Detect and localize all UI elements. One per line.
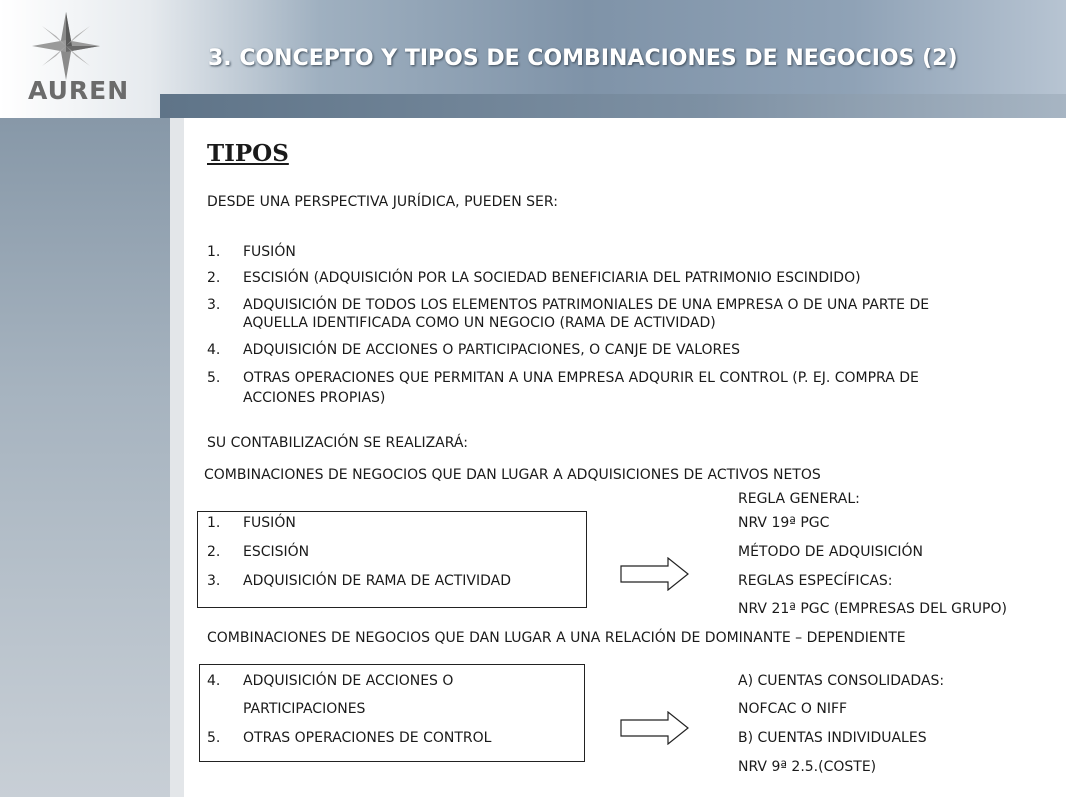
- box-number: 3.: [207, 573, 221, 589]
- rule-text: NRV 21ª PGC (EMPRESAS DEL GRUPO): [738, 601, 1007, 617]
- rule-text: NRV 19ª PGC: [738, 515, 830, 531]
- rule-text: REGLAS ESPECÍFICAS:: [738, 573, 893, 589]
- intro-text: DESDE UNA PERSPECTIVA JURÍDICA, PUEDEN SER:: [207, 194, 558, 210]
- section2-title: COMBINACIONES DE NEGOCIOS QUE DAN LUGAR A UNA RELACIÓN DE DOMINANTE – DEPENDIENTE: [207, 630, 906, 646]
- right-arrow-icon: [620, 557, 690, 591]
- box-number: 1.: [207, 515, 221, 531]
- box-item: PARTICIPACIONES: [243, 701, 366, 717]
- rule-text: NRV 9ª 2.5.(COSTE): [738, 759, 877, 775]
- list-number: 4.: [207, 342, 221, 358]
- list-item: OTRAS OPERACIONES QUE PERMITAN A UNA EMPRESA ADQURIR EL CONTROL (P. EJ. COMPRA DE: [243, 370, 919, 386]
- left-sidebar-decoration: [0, 118, 170, 797]
- list-number: 5.: [207, 370, 221, 386]
- section1-title: COMBINACIONES DE NEGOCIOS QUE DAN LUGAR A ADQUISICIONES DE ACTIVOS NETOS: [204, 467, 821, 483]
- rule-text: REGLA GENERAL:: [738, 491, 860, 507]
- section-heading: TIPOS: [207, 140, 289, 167]
- logo-text: AUREN: [28, 76, 130, 105]
- list-item: ESCISIÓN (ADQUISICIÓN POR LA SOCIEDAD BENEFICIARIA DEL PATRIMONIO ESCINDIDO): [243, 270, 861, 286]
- box-number: 2.: [207, 544, 221, 560]
- box-item: OTRAS OPERACIONES DE CONTROL: [243, 730, 492, 746]
- right-arrow-icon: [620, 711, 690, 745]
- list-number: 2.: [207, 270, 221, 286]
- accounting-intro: SU CONTABILIZACIÓN SE REALIZARÁ:: [207, 435, 468, 451]
- list-number: 1.: [207, 244, 221, 260]
- box-item: FUSIÓN: [243, 515, 296, 531]
- rule-text: NOFCAC O NIFF: [738, 701, 848, 717]
- list-item: ADQUISICIÓN DE ACCIONES O PARTICIPACIONES, O CANJE DE VALORES: [243, 342, 741, 358]
- header-band: [160, 94, 1066, 118]
- rule-text: B) CUENTAS INDIVIDUALES: [738, 730, 927, 746]
- list-item-continuation: AQUELLA IDENTIFICADA COMO UN NEGOCIO (RAMA DE ACTIVIDAD): [243, 315, 716, 331]
- box-item: ESCISIÓN: [243, 544, 310, 560]
- list-number: 3.: [207, 297, 221, 313]
- page-title: 3. CONCEPTO Y TIPOS DE COMBINACIONES DE NEGOCIOS (2): [208, 46, 958, 71]
- box-number: 5.: [207, 730, 221, 746]
- rule-text: A) CUENTAS CONSOLIDADAS:: [738, 673, 945, 689]
- list-item: FUSIÓN: [243, 244, 296, 260]
- box-item: ADQUISICIÓN DE ACCIONES O: [243, 673, 454, 689]
- list-item-continuation: ACCIONES PROPIAS): [243, 390, 386, 406]
- sidebar-edge: [170, 118, 184, 797]
- box-number: 4.: [207, 673, 221, 689]
- rule-text: MÉTODO DE ADQUISICIÓN: [738, 544, 923, 560]
- box-item: ADQUISICIÓN DE RAMA DE ACTIVIDAD: [243, 573, 511, 589]
- list-item: ADQUISICIÓN DE TODOS LOS ELEMENTOS PATRIMONIALES DE UNA EMPRESA O DE UNA PARTE DE: [243, 297, 930, 313]
